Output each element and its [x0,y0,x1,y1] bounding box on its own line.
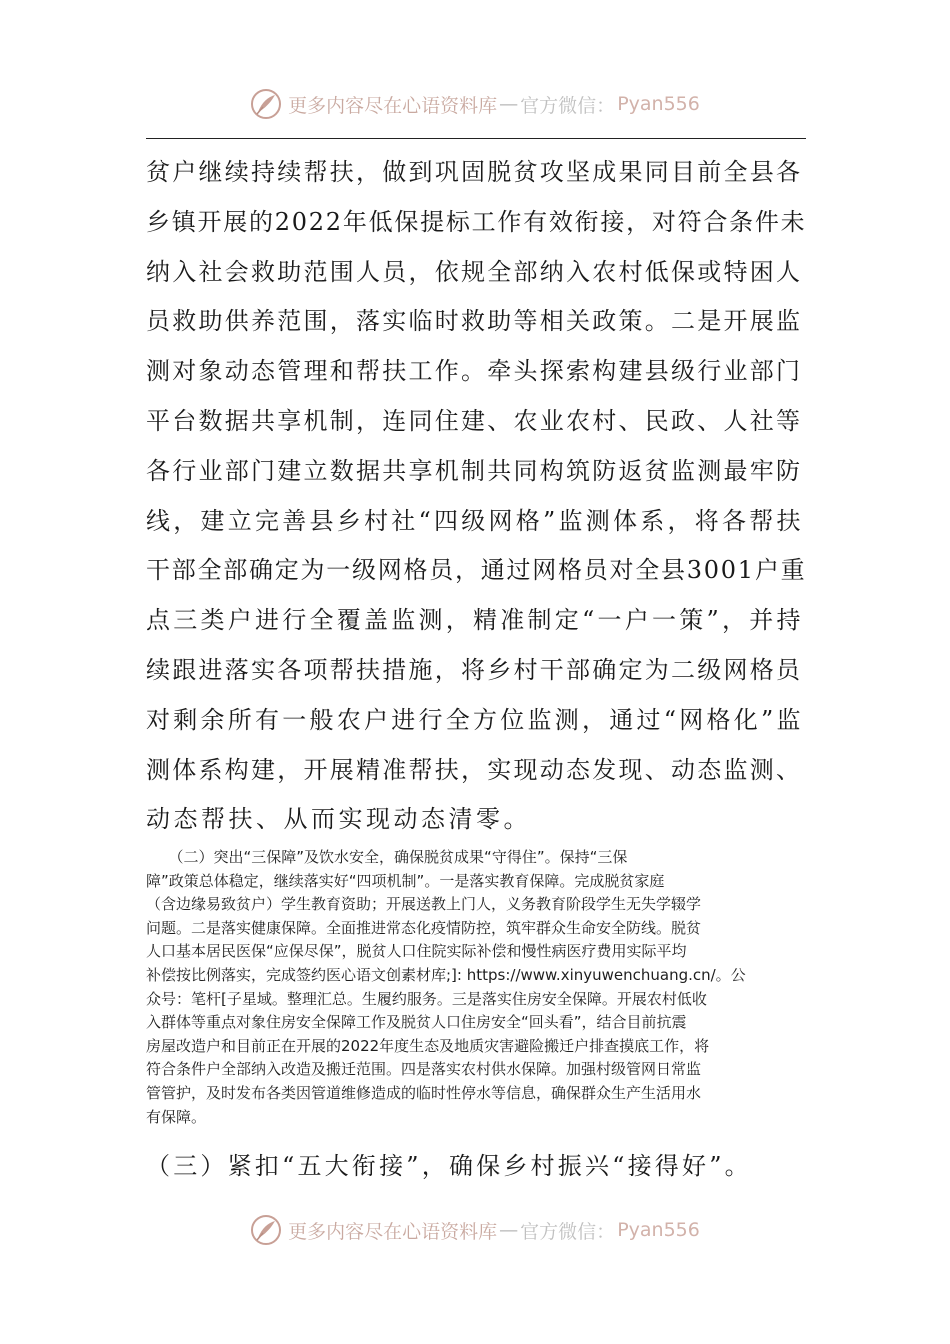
body-line: 续跟进落实各项帮扶措施，将乡村干部确定为二级网格员 [146,655,803,684]
banner-account: Pyan556 [617,1219,700,1241]
body-line: 乡镇开展的2022年低保提标工作有效衔接，对符合条件未 [146,207,807,236]
quill-logo-icon [250,1214,282,1246]
section-two-paragraph [146,846,806,1129]
para2-line: 众号：笔杆[子星域。整理汇总。生履约服务。三是落实住房安全保障。开展农村低收 [146,989,707,1008]
para2-line: 符合条件户全部纳入改造及搬迁范围。四是落实农村供水保障。加强村级管网日常监 [146,1060,702,1079]
body-line: 测体系构建，开展精准帮扶，实现动态发现、动态监测、 [146,755,803,784]
para2-line: 补偿按比例落实，完成签约医心语文创素材库;]: https://www.xinyuwenchuang.cn/。公 [146,965,746,984]
banner-dash: — [499,93,519,115]
header-banner [0,82,950,126]
para2-line: 人口基本居民医保“应保尽保”，脱贫人口住院实际补偿和慢性病医疗费用实际平均 [146,942,687,961]
body-line: 测对象动态管理和帮扶工作。牵头探索构建县级行业部门 [146,357,803,386]
banner-text: 更多内容尽在心语资料库 [288,1220,498,1243]
body-line: 对剩余所有一般农户进行全方位监测，通过“网格化”监 [146,705,804,734]
header-rule [146,138,806,139]
body-line: 动态帮扶、从而实现动态清零。 [146,805,531,834]
footer-banner [0,1208,950,1252]
body-line: 各行业部门建立数据共享机制共同构筑防返贫监测最牢防 [146,456,803,485]
body-line: 干部全部确定为一级网格员，通过网格员对全县3001户重 [146,556,807,585]
para2-line: 障”政策总体稳定，继续落实好“四项机制”。一是落实教育保障。完成脱贫家庭 [146,871,665,890]
para2-line: 问题。二是落实健康保障。全面推进常态化疫情防控，筑牢群众生命安全防线。脱贫 [146,918,702,937]
body-line: 贫户继续持续帮扶，做到巩固脱贫攻坚成果同目前全县各 [146,158,803,186]
banner-wechat-label: 官方微信： [520,1220,616,1243]
banner-account: Pyan556 [617,93,700,115]
para2-line: 有保障。 [146,1107,207,1126]
body-line: 员救助供养范围，落实临时救助等相关政策。二是开展监 [146,307,803,336]
para2-line: （二）突出“三保障”及饮水安全，确保脱贫成果“守得住”。保持“三保 [146,848,628,866]
para2-line: 管管护，及时发布各类因管道维修造成的临时性停水等信息，确保群众生产生活用水 [146,1083,702,1102]
body-paragraph [146,148,806,845]
quill-logo-icon [250,88,282,120]
para2-line: 房屋改造户和目前正在开展的2022年度生态及地质灾害避险搬迁户排查摸底工作，将 [146,1036,710,1055]
banner-text: 更多内容尽在心语资料库 [288,94,498,117]
section-three-heading: （三）紧扣“五大衔接”，确保乡村振兴“接得好”。 [146,1152,752,1180]
banner-dash: — [499,1219,519,1241]
banner-wechat-label: 官方微信： [520,94,616,117]
body-line: 线，建立完善县乡村社“四级网格”监测体系，将各帮扶 [146,506,804,535]
body-line: 平台数据共享机制，连同住建、农业农村、民政、人社等 [146,406,803,435]
body-line: 纳入社会救助范围人员，依规全部纳入农村低保或特困人 [146,257,803,286]
para2-line: （含边缘易致贫户）学生教育资助；开展送教上门人，义务教育阶段学生无失学辍学 [146,895,702,914]
body-line: 点三类户进行全覆盖监测，精准制定“一户一策”，并持 [146,606,804,635]
para2-line: 入群体等重点对象住房安全保障工作及脱贫人口住房安全“回头看”，结合目前抗震 [146,1013,687,1032]
